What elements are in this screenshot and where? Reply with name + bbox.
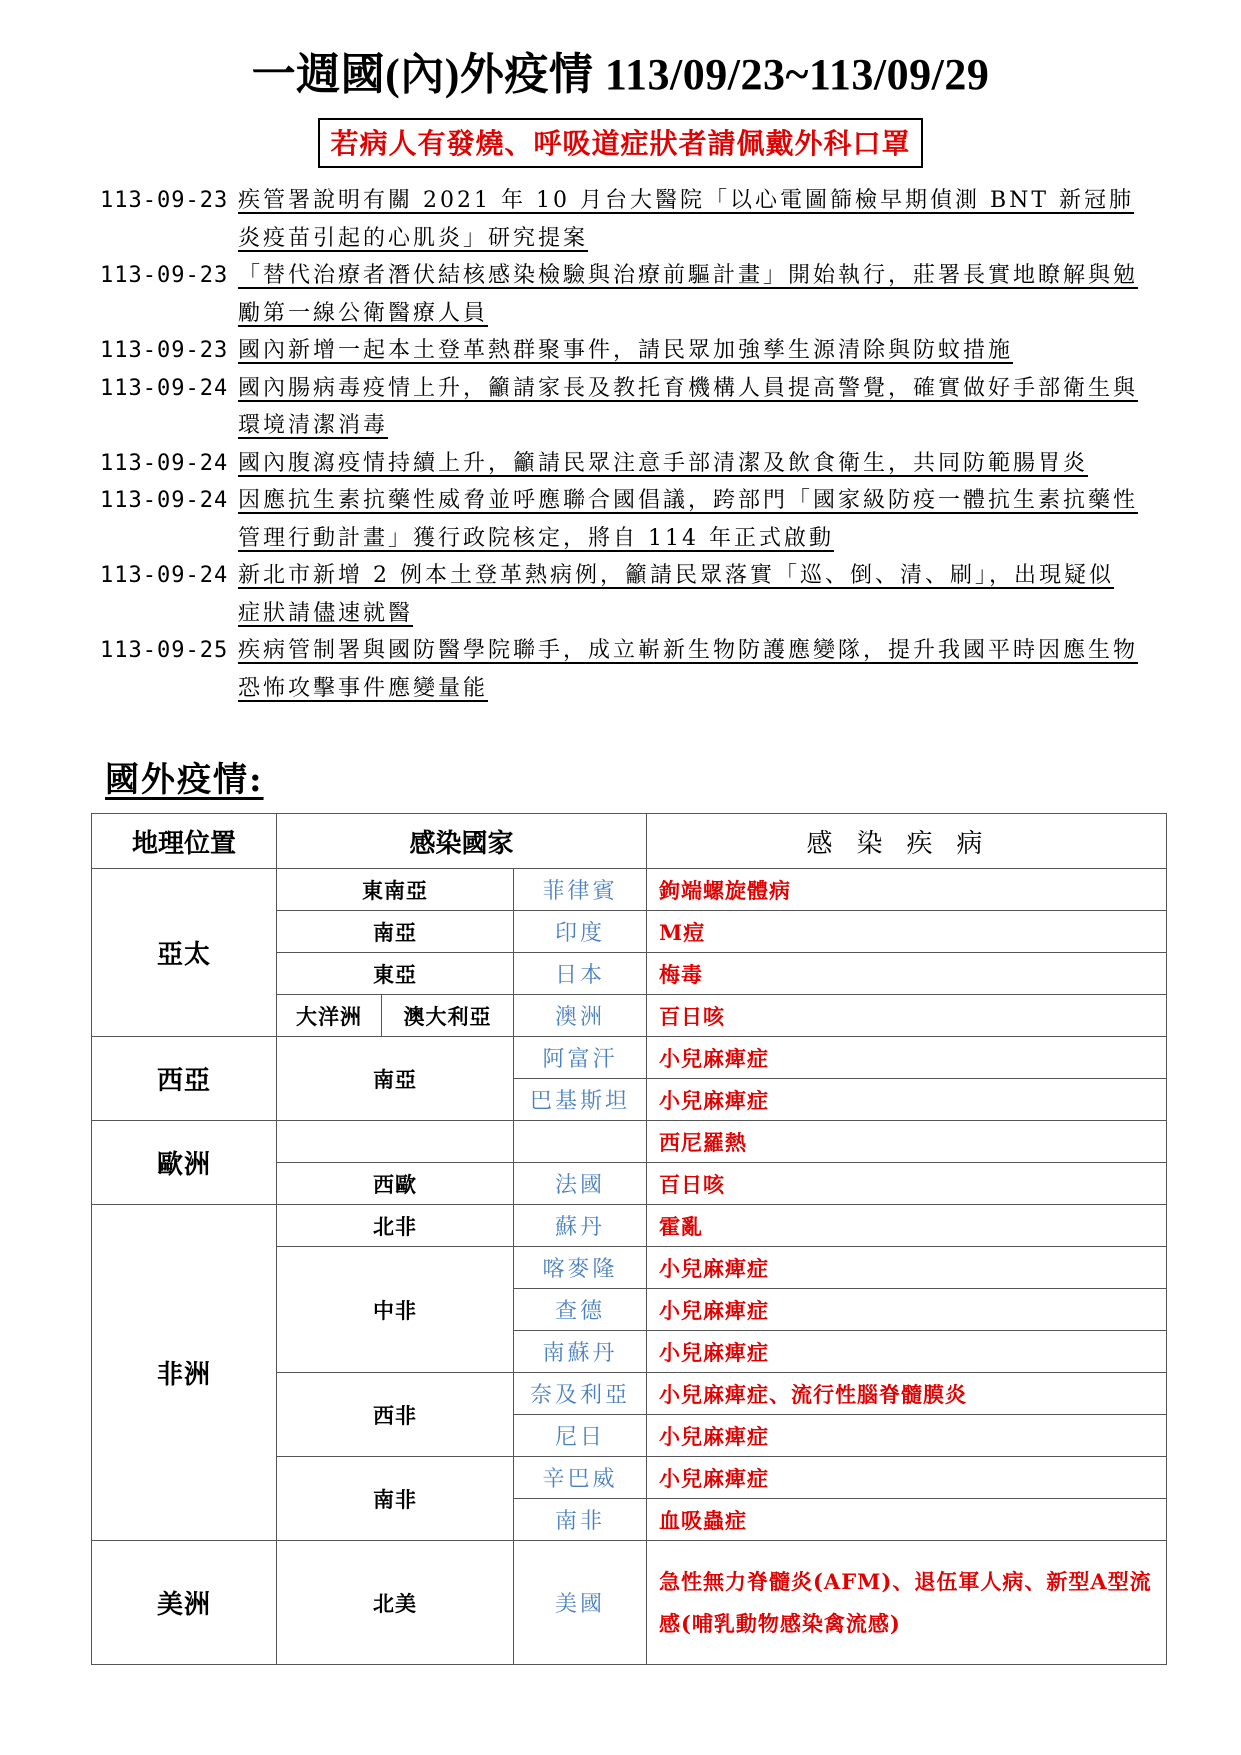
domestic-news-list	[100, 182, 1150, 707]
news-text: 因應抗生素抗藥性威脅並呼應聯合國倡議，跨部門「國家級防疫一體抗生素抗藥性管理行動計畫」獲行政院核定，將自 114 年正式啟動	[238, 488, 1139, 551]
header-disease: 感染疾病	[647, 814, 1167, 869]
disease-cell: 小兒麻痺症	[647, 1079, 1167, 1121]
region-cell: 亞太	[92, 869, 277, 1037]
header-region: 地理位置	[92, 814, 277, 869]
country-cell: 蘇丹	[514, 1205, 647, 1247]
country-cell: 尼日	[514, 1415, 647, 1457]
news-item	[100, 332, 1150, 370]
country-cell: 美國	[514, 1541, 647, 1665]
news-item	[100, 257, 1150, 332]
disease-cell: 西尼羅熱	[647, 1121, 1167, 1163]
table-row	[92, 1541, 1167, 1665]
disease-cell: 百日咳	[647, 1163, 1167, 1205]
disease-cell: 百日咳	[647, 995, 1167, 1037]
table-header-row	[92, 814, 1167, 869]
news-item	[100, 182, 1150, 257]
subregion-cell: 大洋洲	[277, 995, 382, 1037]
country-cell: 辛巴威	[514, 1457, 647, 1499]
page-title: 一週國(內)外疫情 113/09/23~113/09/29	[251, 50, 990, 99]
subregion-cell: 東南亞	[277, 869, 514, 911]
subregion-cell: 北美	[277, 1541, 514, 1665]
news-text: 國內腸病毒疫情上升，籲請家長及教托育機構人員提高警覺，確實做好手部衛生與環境清潔消毒	[238, 375, 1139, 438]
table-row	[92, 1121, 1167, 1163]
news-date: 113-09-24	[100, 375, 229, 401]
news-item	[100, 445, 1150, 483]
region-cell: 西亞	[92, 1037, 277, 1121]
country-cell: 阿富汗	[514, 1037, 647, 1079]
news-item	[100, 370, 1150, 445]
disease-cell: 小兒麻痺症	[647, 1457, 1167, 1499]
subregion-cell: 南非	[277, 1457, 514, 1541]
country-cell: 日本	[514, 953, 647, 995]
news-text: 疾管署說明有關 2021 年 10 月台大醫院「以心電圖篩檢早期偵測 BNT 新冠肺炎疫苗引起的心肌炎」研究提案	[238, 188, 1135, 251]
subregion-cell: 南亞	[277, 1037, 514, 1121]
international-section-title: 國外疫情:	[105, 760, 264, 800]
subregion-cell	[277, 1121, 514, 1163]
news-text: 國內腹瀉疫情持續上升，籲請民眾注意手部清潔及飲食衛生，共同防範腸胃炎	[238, 450, 1089, 476]
disease-cell: 小兒麻痺症、流行性腦脊髓膜炎	[647, 1373, 1167, 1415]
news-date: 113-09-23	[100, 188, 229, 213]
country-cell: 南非	[514, 1499, 647, 1541]
news-text: 「替代治療者潛伏結核感染檢驗與治療前驅計畫」開始執行，莊署長實地瞭解與勉勵第一線公衛醫療人員	[238, 263, 1139, 326]
subregion-cell: 南亞	[277, 911, 514, 953]
country-cell: 巴基斯坦	[514, 1079, 647, 1121]
subregion-cell: 西歐	[277, 1163, 514, 1205]
disease-cell: 小兒麻痺症	[647, 1415, 1167, 1457]
disease-cell: M痘	[647, 911, 1167, 953]
country-cell: 奈及利亞	[514, 1373, 647, 1415]
header-country: 感染國家	[277, 814, 647, 869]
region-cell: 非洲	[92, 1205, 277, 1541]
country-cell: 澳洲	[514, 995, 647, 1037]
disease-cell: 小兒麻痺症	[647, 1331, 1167, 1373]
mask-warning-banner: 若病人有發燒、呼吸道症狀者請佩戴外科口罩	[318, 118, 922, 168]
subregion-cell: 北非	[277, 1205, 514, 1247]
news-date: 113-09-25	[100, 638, 229, 663]
news-date: 113-09-24	[100, 488, 229, 513]
table-row	[92, 1205, 1167, 1247]
country-cell: 法國	[514, 1163, 647, 1205]
news-item	[100, 632, 1150, 707]
country-cell: 查德	[514, 1289, 647, 1331]
table-row	[92, 869, 1167, 911]
disease-cell: 梅毒	[647, 953, 1167, 995]
news-date: 113-09-24	[100, 450, 229, 476]
country-cell: 喀麥隆	[514, 1247, 647, 1289]
news-date: 113-09-24	[100, 563, 229, 588]
subregion-cell: 中非	[277, 1247, 514, 1373]
news-item	[100, 557, 1150, 632]
news-text: 新北市新增 2 例本土登革熱病例，籲請民眾落實「巡、倒、清、刷」，出現疑似症狀請儘速就醫	[238, 563, 1114, 626]
country-cell: 印度	[514, 911, 647, 953]
subregion-cell: 東亞	[277, 953, 514, 995]
region-cell: 歐洲	[92, 1121, 277, 1205]
subregion-cell: 西非	[277, 1373, 514, 1457]
disease-cell: 血吸蟲症	[647, 1499, 1167, 1541]
country-cell: 南蘇丹	[514, 1331, 647, 1373]
country-cell	[514, 1121, 647, 1163]
disease-cell: 鉤端螺旋體病	[647, 869, 1167, 911]
disease-cell: 小兒麻痺症	[647, 1037, 1167, 1079]
disease-cell: 急性無力脊髓炎(AFM)、退伍軍人病、新型A型流感(哺乳動物感染禽流感)	[647, 1541, 1167, 1665]
news-text: 疾病管制署與國防醫學院聯手，成立嶄新生物防護應變隊，提升我國平時因應生物恐怖攻擊事件應變量能	[238, 638, 1139, 701]
news-date: 113-09-23	[100, 263, 229, 288]
international-epidemic-table	[91, 813, 1167, 1665]
news-item	[100, 482, 1150, 557]
disease-cell: 小兒麻痺症	[647, 1289, 1167, 1331]
subregion-cell: 澳大利亞	[382, 995, 514, 1037]
disease-cell: 小兒麻痺症	[647, 1247, 1167, 1289]
disease-cell: 霍亂	[647, 1205, 1167, 1247]
news-date: 113-09-23	[100, 338, 229, 363]
table-row	[92, 1037, 1167, 1079]
country-cell: 菲律賓	[514, 869, 647, 911]
region-cell: 美洲	[92, 1541, 277, 1665]
news-text: 國內新增一起本土登革熱群聚事件，請民眾加強孳生源清除與防蚊措施	[238, 338, 1014, 363]
